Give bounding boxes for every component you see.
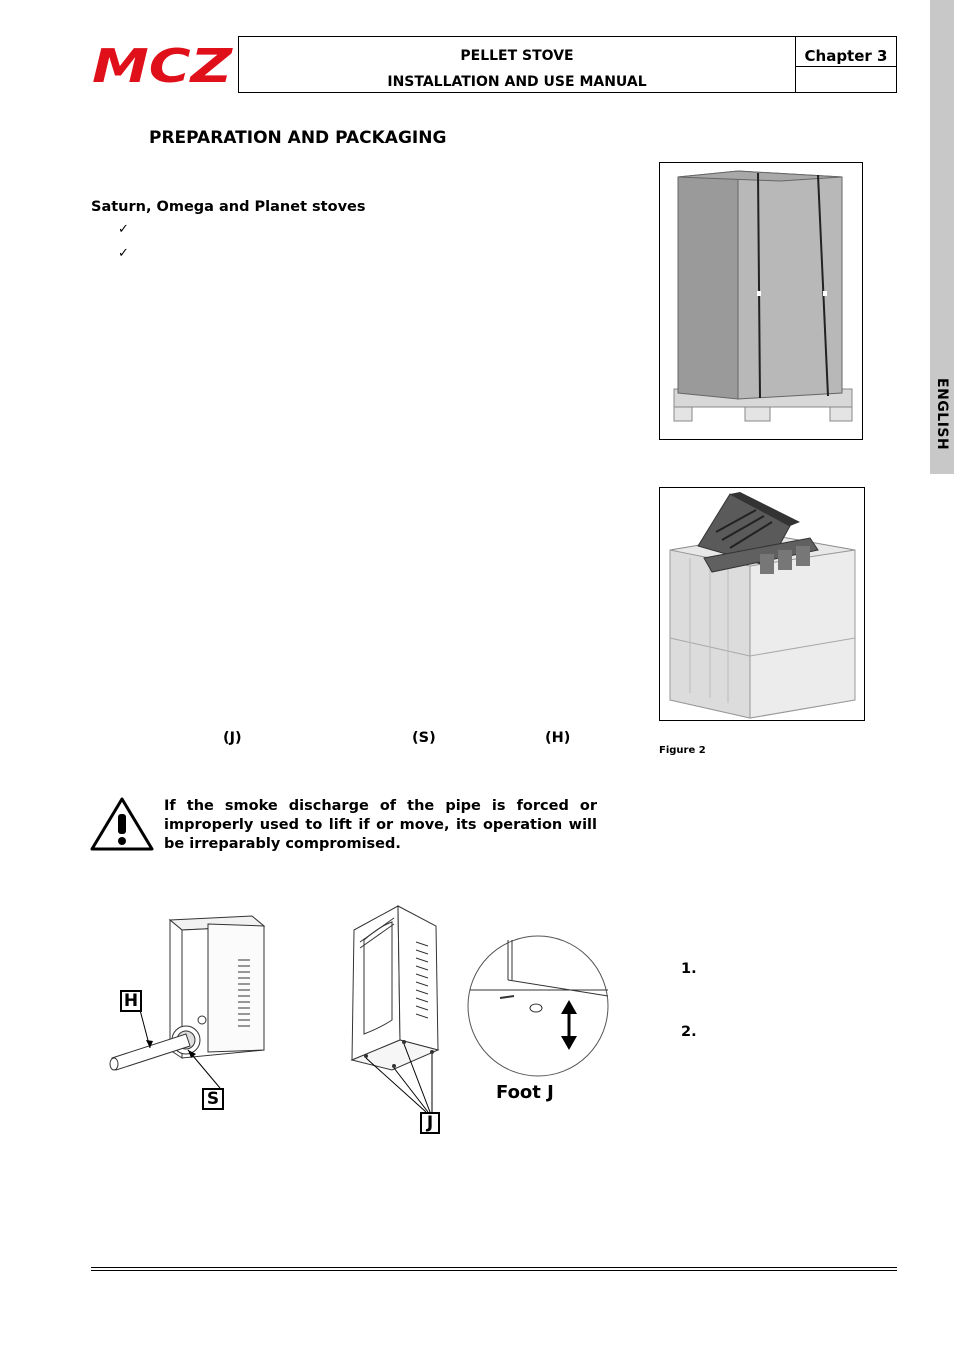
packaged-stove-illustration bbox=[660, 163, 862, 439]
diagram-label-s: S bbox=[202, 1088, 224, 1110]
diagram-label-h: H bbox=[120, 990, 142, 1012]
check-mark-1: ✓ bbox=[118, 222, 129, 237]
stove-rear-diagram bbox=[102, 910, 280, 1120]
label-j: (J) bbox=[223, 730, 242, 746]
header-box bbox=[238, 36, 897, 93]
warning-icon bbox=[90, 796, 154, 852]
stove-feet-illustration bbox=[340, 900, 610, 1140]
language-label: ENGLISH bbox=[934, 378, 950, 451]
figure-1-packaged-stove bbox=[659, 162, 863, 440]
mcz-logo bbox=[92, 44, 234, 86]
diagram-label-j: J bbox=[420, 1112, 440, 1134]
figure-2-packaging bbox=[659, 487, 865, 721]
label-h: (H) bbox=[545, 730, 571, 746]
check-mark-2: ✓ bbox=[118, 246, 129, 261]
stove-feet-diagram bbox=[340, 900, 610, 1140]
label-s: (S) bbox=[412, 730, 436, 746]
svg-text:MCZ: MCZ bbox=[92, 44, 234, 86]
warning-text: If the smoke discharge of the pipe is forced or improperly used to lift if or move, its operation will be irreparably compromised. bbox=[164, 798, 597, 852]
section-subtitle: Saturn, Omega and Planet stoves bbox=[91, 199, 366, 215]
section-title: PREPARATION AND PACKAGING bbox=[149, 128, 447, 148]
header-title-line1: PELLET STOVE bbox=[460, 48, 574, 64]
header-title-cell bbox=[239, 37, 796, 92]
footer-rule-top bbox=[91, 1267, 897, 1268]
header-chapter-cell bbox=[796, 37, 896, 92]
packaging-illustration bbox=[660, 488, 864, 720]
language-side-tab bbox=[930, 0, 954, 474]
step-number-2: 2. bbox=[681, 1024, 697, 1040]
step-number-1: 1. bbox=[681, 961, 697, 977]
figure-2-caption: Figure 2 bbox=[659, 745, 706, 756]
footer-rule-bottom bbox=[91, 1270, 897, 1271]
foot-j-label: Foot J bbox=[496, 1082, 554, 1103]
stove-rear-illustration bbox=[102, 910, 280, 1120]
header-title-line2: INSTALLATION AND USE MANUAL bbox=[387, 74, 647, 90]
chapter-label: Chapter 3 bbox=[796, 37, 896, 67]
